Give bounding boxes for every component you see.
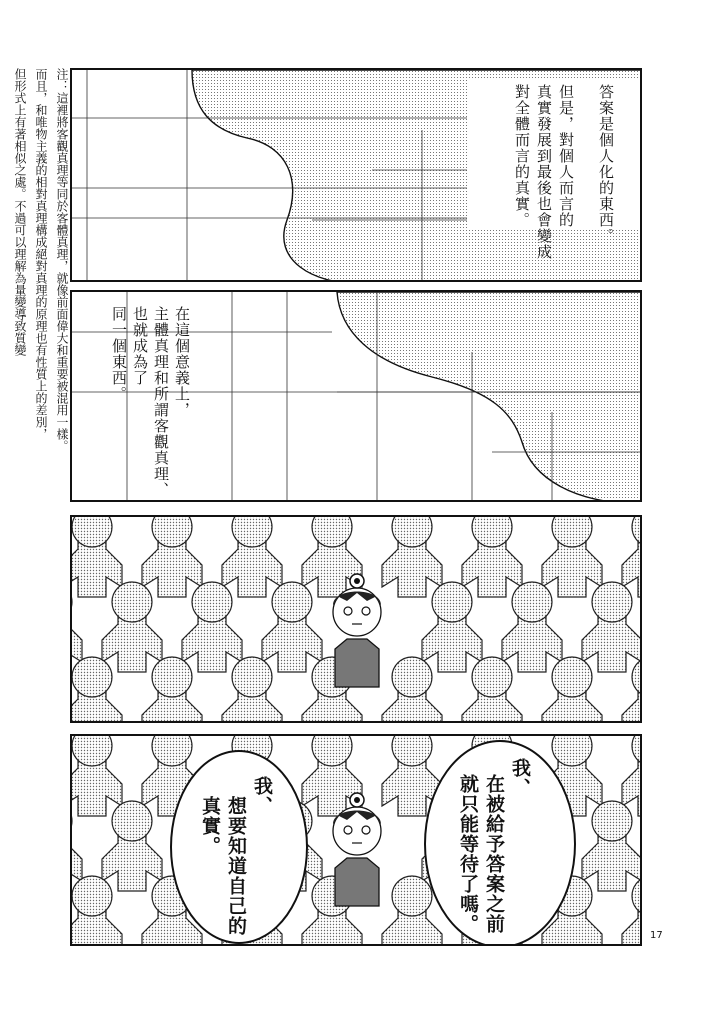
bubble-left-line-3: 真實。 xyxy=(199,796,221,856)
panel-2-text-line-4: 同一個東西。 xyxy=(110,306,128,402)
bubble-left-line-2: 想要知道自己的 xyxy=(225,796,247,936)
panel-3-crowd xyxy=(72,517,642,723)
panel-1-text-line-4: 對全體而言的真實。 xyxy=(513,84,531,228)
panel-2-text-line-1: 在這個意義上， xyxy=(173,306,191,418)
footnote-col-3: 但形式上有著相似之處。不過可以理解為量變導致質變 xyxy=(13,68,27,356)
panel-3 xyxy=(70,515,642,723)
panel-2-text-line-3: 也就成為了 xyxy=(131,306,149,386)
panel-1-text-line-2: 但是，對個人而言的 xyxy=(557,84,575,228)
footnote-col-2: 而且，和唯物主義的相對真理構成絕對真理的原理也有性質上的差別， xyxy=(34,68,48,440)
bubble-right-line-1: 我、 xyxy=(509,758,531,798)
panel-4 xyxy=(70,734,642,946)
panel-1 xyxy=(70,68,642,282)
panel-2-text-line-2: 主體真理和所謂客觀真理、 xyxy=(152,306,170,498)
panel-1-text-line-3: 真實發展到最後也會變成 xyxy=(535,84,553,260)
panel-1-text-line-1: 答案是個人化的東西。 xyxy=(597,84,615,244)
bubble-right-line-2: 在被給予答案之前 xyxy=(483,774,505,934)
page-number: 17 xyxy=(650,930,663,941)
bubble-left-line-1: 我、 xyxy=(251,776,273,816)
bubble-right-line-3: 就只能等待了嗎。 xyxy=(457,774,479,934)
panel-2 xyxy=(70,290,642,502)
footnote-col-1: 注：這裡將客觀真理等同於客體真理，就像前面偉大和重要被混用一樣。 xyxy=(55,68,69,452)
